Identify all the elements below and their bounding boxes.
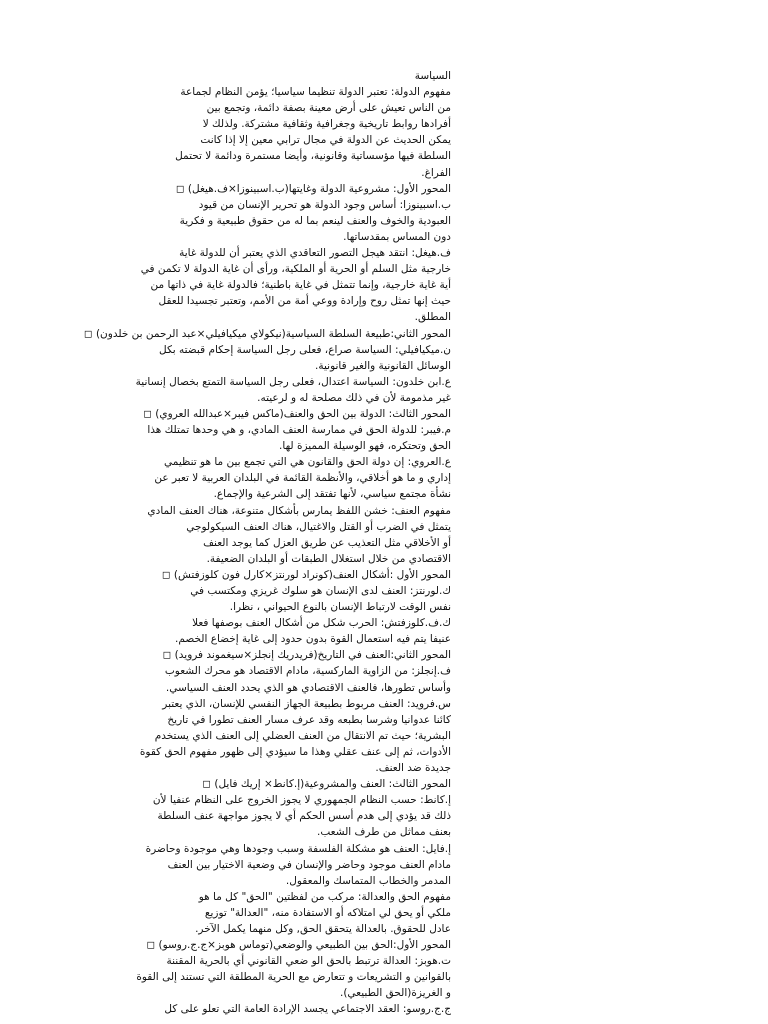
- text-line: مفهوم الحق والعدالة: مركب من لفظتين "الحق" كل ما هو: [198, 890, 451, 903]
- text-line: م.فيبر: للدولة الحق في ممارسة العنف المادي، و هي وحدها تمتلك هذا: [147, 424, 451, 437]
- document-title: السياسة: [414, 70, 451, 82]
- text-line: العبودية والخوف والعنف لينعم بما له من حقوق طبيعية و فكرية: [179, 214, 451, 227]
- text-line: خارجية مثل السلم أو الحرية أو الملكية، ورأى أن غاية الدولة لا تكمن في: [140, 263, 451, 276]
- text-line: ع.العروي: إن دولة الحق والقانون هي التي تجمع بين ما هو تنظيمي: [164, 456, 451, 469]
- section-heading-line: المحور الأول:الحق بين الطبيعي والوضعي(توماس هوبز×ج.ج.روسو) ◻: [146, 939, 451, 952]
- section-heading-line: المحور الثالث: العنف والمشروعية(إ.كانط× إريك فايل) ◻: [202, 778, 451, 791]
- text-line: ب.اسبينوزا: أساس وجود الدولة هو تحرير الإنسان من قيود: [198, 198, 451, 211]
- text-line: إ.كانط: حسب النظام الجمهوري لا يجوز الخروج على النظام عنفيا لأن: [152, 794, 451, 807]
- text-line: أو الأخلاقي مثل التعذيب عن طريق العزل كما يوجد العنف: [203, 536, 451, 549]
- text-line: الوسائل القانونية والغير قانونية.: [315, 359, 451, 372]
- text-line: ت.هوبز: العدالة ترتبط بالحق الو ضعي القانوني أي بالحرية المقننة: [166, 955, 451, 968]
- text-line: ف.هيغل: انتقد هيجل التصور التعاقدي الذي يعتبر أن للدولة غاية: [179, 247, 451, 260]
- text-line: المدمر والخطاب المتماسك والمعقول.: [285, 874, 451, 887]
- text-line: دون المساس بمقدساتها.: [343, 230, 451, 243]
- text-line: كائنا عدوانيا وشرسا بطبعه وقد عرف مسار العنف تطورا في تاريخ: [167, 713, 451, 726]
- text-line: ن.ميكيافيلي: السياسة صراع، فعلى رجل السياسة إحكام قبضته بكل: [159, 343, 451, 356]
- text-line: جديدة ضد العنف.: [375, 762, 451, 775]
- section-heading-line: المحور الثاني:العنف في التاريخ(فريدريك إنجلز×سيغموند فرويد) ◻: [162, 649, 451, 662]
- section-heading-line: المحور الأول: مشروعية الدولة وغايتها(ب.اسبينوزا×ف.هيغل) ◻: [175, 182, 451, 195]
- text-line: وأساس تطورها، فالعنف الاقتصادي هو الذي يحدد العنف السياسي.: [165, 681, 451, 694]
- text-line: نفس الوقت لارتباط الإنسان بالنوع الحيواني ، نظرا.: [229, 601, 451, 614]
- text-line: عنيفا يتم فيه استعمال القوة بدون حدود إلى غاية إخضاع الخصم.: [175, 633, 451, 646]
- section-heading-line: المحور الأول :أشكال العنف(كونراد لورنتز×كارل فون كلوزفتش) ◻: [161, 568, 451, 581]
- text-line: يتمثل في الضرب أو القتل والاغتيال، هناك العنف السيكولوجي: [186, 520, 451, 533]
- text-line: يمكن الحديث عن الدولة في مجال ترابي معين إلا إذا كانت: [200, 134, 451, 147]
- text-line: ف.إنجلز: من الزاوية الماركسية، مادام الاقتصاد هو محرك الشعوب: [164, 665, 451, 678]
- text-line: غير مذمومة لأن في ذلك مصلحة له و لرعيته.: [257, 391, 451, 404]
- text-line: بالقوانين و التشريعات و تتعارض مع الحرية المطلقة التي تستند إلى القوة: [136, 971, 451, 984]
- text-line: أية غاية خارجية، وإنما تتمثل في غاية باطنية؛ فالدولة غاية في ذاتها من: [150, 279, 451, 292]
- text-line: ذلك قد يؤدي إلى هدم أسس الحكم أي لا يجوز مواجهة عنف السلطة: [157, 810, 451, 823]
- text-line: ك.لورنتز: العنف لدى الإنسان هو سلوك غريزي ومكتسب في: [190, 585, 451, 597]
- text-line: ملكي أو يحق لي امتلاكه أو الاستفادة منه، "العدالة" توزيع: [204, 906, 451, 919]
- text-line: ع.ابن خلدون: السياسة اعتدال، فعلى رجل السياسة التمتع بخصال إنسانية: [135, 375, 451, 388]
- section-heading-line: المحور الثالث: الدولة بين الحق والعنف(ماكس فيبر×عبدالله العروي) ◻: [143, 407, 451, 420]
- text-line: نشأة مجتمع سياسي، لأنها تفتقد إلى الشرعية والإجماع.: [213, 488, 451, 501]
- text-line: الفراغ.: [421, 166, 451, 179]
- text-line: الأدوات، ثم إلى عنف عقلي وهذا ما سيؤدي إلى ظهور مفهوم الحق كقوة: [139, 745, 451, 758]
- text-line: عادل للحقوق. بالعدالة يتحقق الحق, وكل منهما يكمل الآخر.: [195, 922, 451, 935]
- text-line: أفرادها روابط تاريخية وجغرافية وثقافية مشتركة. ولذلك لا: [202, 118, 451, 131]
- text-line: ج.ج.روسو: العقد الاجتماعي يجسد الإرادة العامة التي تعلو على كل: [164, 1003, 451, 1016]
- text-line: مفهوم الدولة: تعتبر الدولة تنظيما سياسيا؛ يؤمن النظام لجماعة: [180, 86, 451, 99]
- text-line: إداري و ما هو أخلاقي، والأنظمة القائمة في البلدان العربية لا تعبر عن: [154, 472, 451, 485]
- text-line: بعنف مماثل من طرف الشعب.: [317, 826, 451, 839]
- document-lines: [66, 84, 451, 1017]
- section-heading-line: المحور الثاني:طبيعة السلطة السياسية(نيكولاي ميكيافيلي×عبد الرحمن بن خلدون) ◻: [83, 327, 451, 340]
- text-line: الحق وتحتكره، فهو الوسيلة المميزة لها.: [279, 440, 451, 453]
- text-line: من الناس تعيش على أرض معينة بصفة دائمة، وتجمع بين: [206, 102, 451, 115]
- text-line: البشرية؛ حيث تم الانتقال من العنف العضلي إلى العنف الذي يستخدم: [154, 729, 451, 742]
- text-line: ك.ف.كلوزفتش: الحرب شكل من أشكال العنف بوصفها فعلا: [192, 617, 451, 630]
- text-line: س.فرويد: العنف مربوط بطبيعة الجهاز النفسي للإنسان، الذي يعتبر: [162, 697, 451, 710]
- text-line: مفهوم العنف: خشن اللفظ يمارس بأشكال متنوعة، هناك العنف المادي: [147, 504, 451, 517]
- text-line: و الغريزة(الحق الطبيعي).: [339, 987, 451, 1000]
- text-line: حيث إنها تمثل روح وإرادة ووعي أمة من الأمم، وتعتبر تجسيدا للعقل: [158, 295, 451, 308]
- document-text-block: [66, 68, 451, 1018]
- text-line: مادام العنف موجود وحاضر والإنسان في وضعية الاختيار بين العنف: [167, 858, 451, 871]
- text-line: إ.فايل: العنف هو مشكلة الفلسفة وسبب وجودها وهي موجودة وحاضرة: [145, 842, 451, 855]
- text-line: السلطة فيها مؤسساتية وقانونية، وأيضا مستمرة ودائمة لا تحتمل: [175, 150, 451, 163]
- text-line: الاقتصادي من خلال استغلال الطبقات أو البلدان الضعيفة.: [206, 552, 451, 565]
- text-line: المطلق.: [414, 311, 451, 324]
